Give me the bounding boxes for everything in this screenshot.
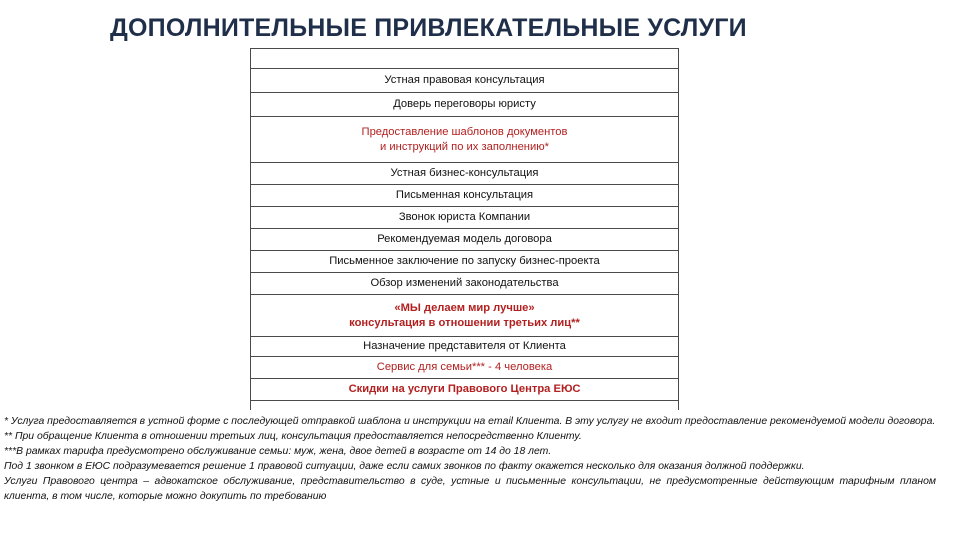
service-label: Устная правовая консультация <box>384 74 545 86</box>
service-label: Предоставление шаблонов документов <box>361 125 568 138</box>
service-row <box>251 295 678 337</box>
service-label: Звонок юриста Компании <box>398 211 531 223</box>
service-row <box>251 49 678 69</box>
service-label: «МЫ делаем мир лучше» <box>394 301 535 314</box>
service-row <box>251 69 678 93</box>
service-row <box>251 251 678 273</box>
service-row <box>251 207 678 229</box>
service-row <box>251 185 678 207</box>
service-label: Сервис для семьи*** - 4 человека <box>376 361 553 373</box>
page-title: ДОПОЛНИТЕЛЬНЫЕ ПРИВЛЕКАТЕЛЬНЫЕ УСЛУГИ <box>110 14 747 42</box>
service-label: Письменное заключение по запуску бизнес-проекта <box>329 255 600 267</box>
service-row <box>251 273 678 295</box>
service-row <box>251 117 678 163</box>
service-label: и инструкций по их заполнению* <box>380 140 549 153</box>
services-table <box>250 48 679 410</box>
service-label: консультация в отношении третьих лиц** <box>349 316 580 329</box>
footnote: Под 1 звонком в ЕЮС подразумевается решение 1 правовой ситуации, даже если самих звонков по факту окажется несколько для оказания должной поддержки. <box>4 461 805 472</box>
footnote: Услуги Правового центра – адвокатское обслуживание, представительство в суде, устные и письменные консультации, не предусмотренные действующим тарифным планом клиента, в том числе, которые можно докупить по требованию <box>4 476 936 502</box>
service-row <box>251 229 678 251</box>
service-row <box>251 163 678 185</box>
service-row <box>251 93 678 117</box>
footnotes <box>4 414 936 504</box>
service-label: Назначение представителя от Клиента <box>363 340 566 352</box>
footnote: ***В рамках тарифа предусмотрено обслуживание семьи: муж, жена, двое детей в возрасте от 14 до 18 лет. <box>4 446 552 457</box>
service-label: Скидки на услуги Правового Центра ЕЮС <box>348 383 581 395</box>
service-label: Письменная консультация <box>395 189 534 201</box>
service-row <box>251 401 678 411</box>
service-row <box>251 357 678 379</box>
service-label: Рекомендуемая модель договора <box>377 233 552 245</box>
footnote: ** При обращение Клиента в отношении третьих лиц, консультация предоставляется непосредственно Клиенту. <box>4 431 582 442</box>
service-label: Доверь переговоры юристу <box>393 98 536 110</box>
service-row <box>251 337 678 357</box>
service-label: Устная бизнес-консультация <box>390 167 539 179</box>
service-row <box>251 379 678 401</box>
footnote: * Услуга предоставляется в устной форме с последующей отправкой шаблона и инструкции на email Клиента. В эту услугу не входит предоставление рекомендуемой модели договора. <box>4 416 936 427</box>
service-label: Обзор изменений законодательства <box>370 277 559 289</box>
